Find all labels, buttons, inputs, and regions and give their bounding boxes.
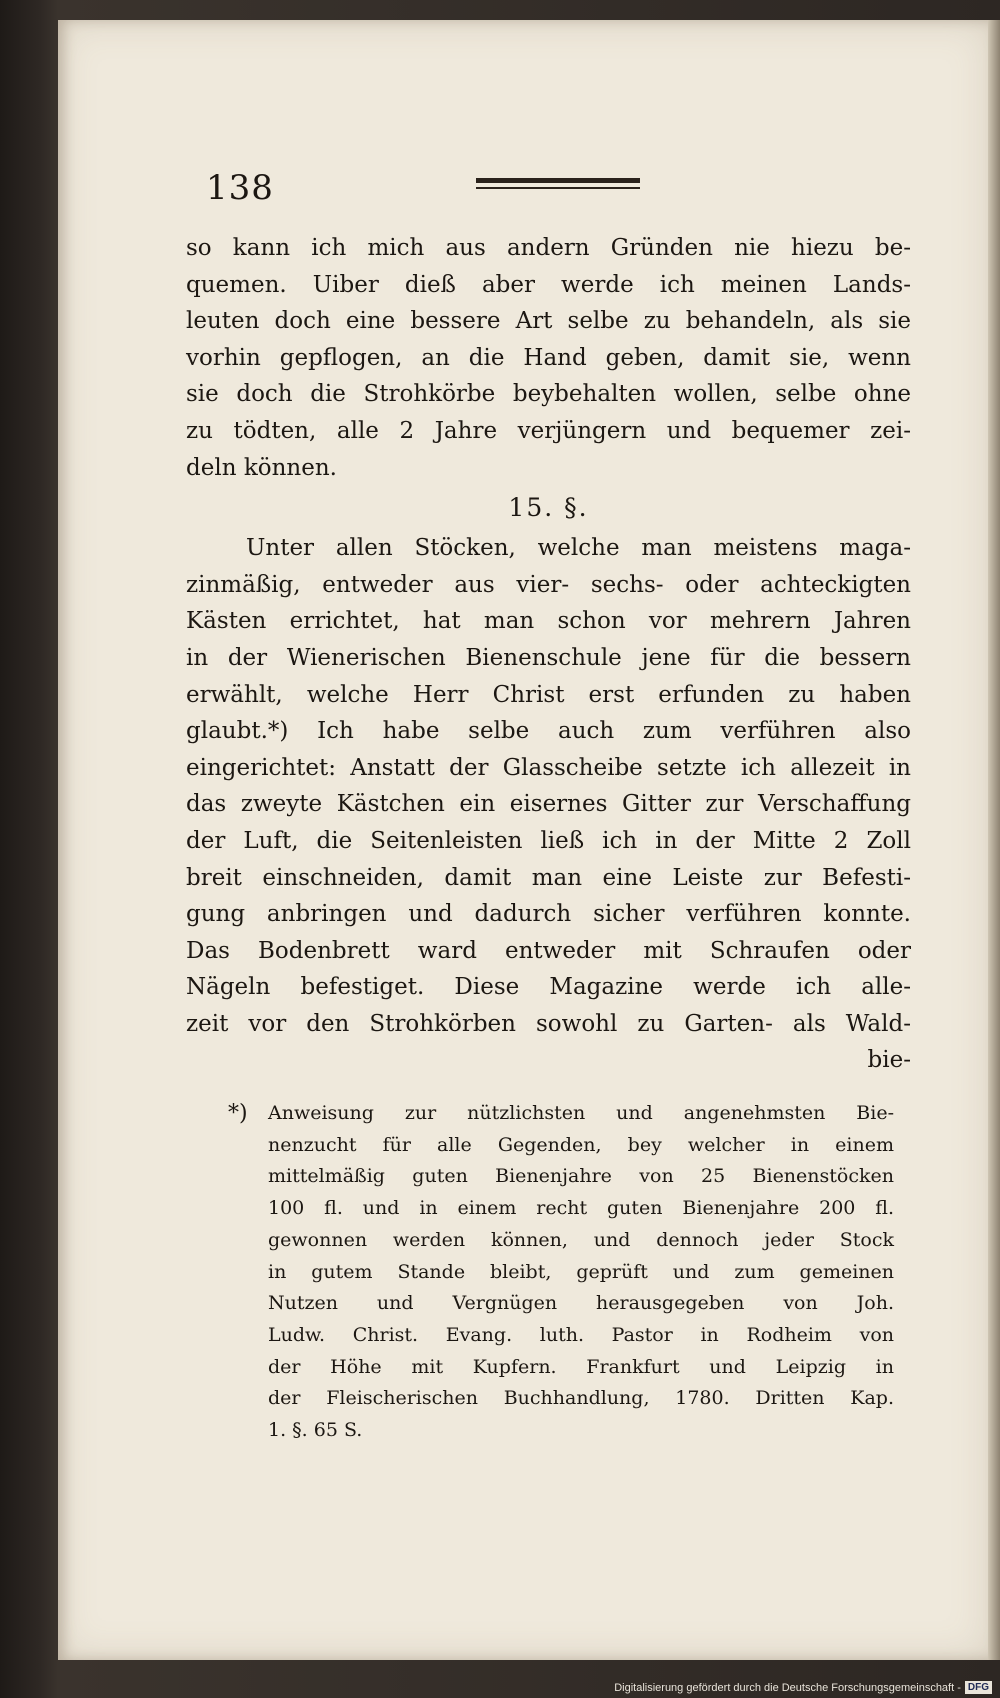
footnote-marker: *) [228, 1101, 248, 1126]
page-number: 138 [206, 168, 274, 208]
text-line: zeit vor den Strohkörben sowohl zu Garten- als Wald- [186, 1010, 911, 1037]
text-line: so kann ich mich aus andern Gründen nie hiezu be- [186, 235, 911, 261]
text-line: Das Bodenbrett ward entweder mit Schraufen oder [186, 937, 911, 964]
body-text [186, 230, 911, 1079]
text-line: gung anbringen und dadurch sicher verführen konnte. [186, 901, 911, 928]
dfg-logo: DFG [965, 1681, 992, 1694]
text-line: sie doch die Strohkörbe beybehalten wollen, selbe ohne [186, 381, 911, 408]
text-line: breit einschneiden, damit man eine Leiste zur Befesti- [186, 864, 911, 891]
footnote-line: Ludw. Christ. Evang. luth. Pastor in Rodheim von [268, 1323, 894, 1346]
text-line: das zweyte Kästchen ein eisernes Gitter zur Verschaffung [186, 791, 911, 818]
text-line: leuten doch eine bessere Art selbe zu behandeln, als sie [186, 308, 911, 335]
text-line: eingerichtet: Anstatt der Glasscheibe setzte ich allezeit in [186, 754, 911, 781]
text-line: deln können. [186, 454, 337, 481]
footnote-line: 1. §. 65 S. [268, 1419, 363, 1442]
footnote [228, 1098, 894, 1447]
credit-text: Digitalisierung gefördert durch die Deutsche Forschungsgemeinschaft - [614, 1681, 961, 1694]
footnote-line: Nutzen und Vergnügen herausgegeben von Joh. [268, 1292, 894, 1315]
text-line: Unter allen Stöcken, welche man meistens maga- [246, 535, 911, 562]
header-rule [476, 178, 640, 192]
footnote-line: nenzucht für alle Gegenden, bey welcher in einem [268, 1133, 894, 1156]
text-line: zinmäßig, entweder aus vier- sechs- oder achteckigten [186, 571, 911, 598]
text-line: zu tödten, alle 2 Jahre verjüngern und bequemer zei- [186, 417, 911, 444]
text-line: glaubt.*) Ich habe selbe auch zum verführen also [186, 718, 911, 745]
header-rule-thin [476, 187, 640, 189]
page-edge [988, 20, 1000, 1660]
section-heading: 15. §. [508, 493, 589, 523]
text-line: der Luft, die Seitenleisten ließ ich in der Mitte 2 Zoll [186, 827, 911, 854]
footnote-line: in gutem Stande bleibt, geprüft und zum gemeinen [268, 1260, 894, 1283]
footnote-line: der Höhe mit Kupfern. Frankfurt und Leipzig in [268, 1355, 894, 1378]
footnote-line: gewonnen werden können, und dennoch jeder Stock [268, 1228, 894, 1251]
text-line: Kästen errichtet, hat man schon vor mehrern Jahren [186, 608, 911, 635]
catchword: bie- [867, 1047, 911, 1074]
header-rule-thick [476, 178, 640, 183]
text-line: quemen. Uiber dieß aber werde ich meinen Lands- [186, 271, 911, 298]
book-page [58, 20, 990, 1660]
text-line: erwählt, welche Herr Christ erst erfunden zu haben [186, 681, 911, 708]
text-line: in der Wienerischen Bienenschule jene für die bessern [186, 644, 911, 671]
text-line: vorhin gepflogen, an die Hand geben, damit sie, wenn [186, 344, 911, 371]
footnote-line: 100 fl. und in einem recht guten Bienenjahre 200 fl. [268, 1197, 894, 1220]
digitization-credit [614, 1681, 992, 1694]
footnote-line: Anweisung zur nützlichsten und angenehmsten Bie- [268, 1102, 894, 1124]
footnote-line: der Fleischerischen Buchhandlung, 1780. Dritten Kap. [268, 1387, 894, 1410]
footnote-line: mittelmäßig guten Bienenjahre von 25 Bienenstöcken [268, 1165, 894, 1188]
text-line: Nägeln befestiget. Diese Magazine werde ich alle- [186, 974, 911, 1001]
